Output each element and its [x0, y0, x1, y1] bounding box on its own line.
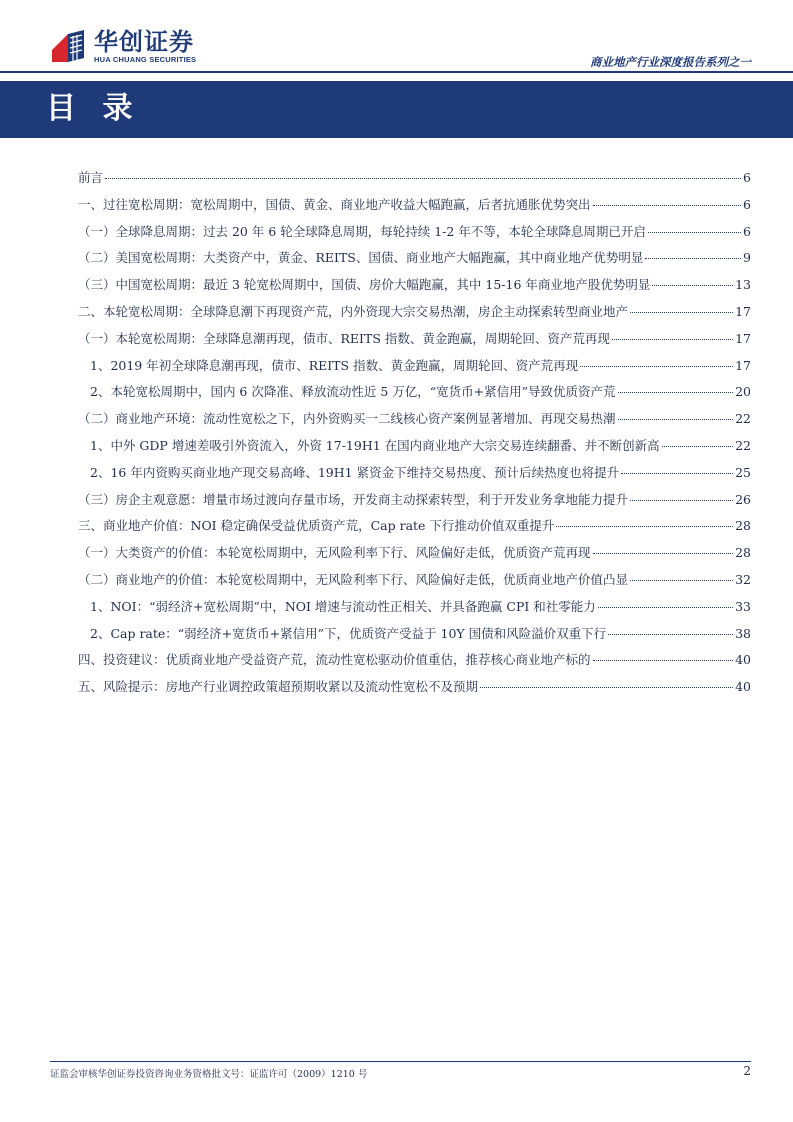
toc-entry-label: 1、中外 GDP 增速差吸引外资流入，外资 17-19H1 在国内商业地产大宗交易连续翻番、并不断创新高: [90, 437, 660, 453]
toc-entry-page: 6: [743, 223, 751, 239]
company-logo: [50, 28, 196, 64]
toc-entry-label: （二）商业地产环境：流动性宽松之下，内外资购买一二线核心资产案例显著增加、再现交易热潮: [78, 411, 616, 427]
toc-entry-page: 32: [735, 571, 751, 587]
toc-entry[interactable]: [78, 168, 751, 195]
toc-entry-label: （三）房企主观意愿：增量市场过渡向存量市场，开发商主动探索转型，利于开发业务拿地能力提升: [78, 491, 629, 507]
toc-entry[interactable]: [78, 302, 751, 329]
toc-entry-label: 2、Cap rate：“弱经济+宽货币+紧信用”下，优质资产受益于 10Y 国债和风险溢价双重下行: [90, 625, 607, 641]
toc-entry-page: 6: [743, 170, 751, 185]
toc-leader-dots: [630, 580, 733, 581]
toc-entry[interactable]: [78, 222, 751, 249]
toc-leader-dots: [618, 392, 734, 393]
toc-leader-dots: [593, 660, 734, 661]
toc-entry-label: 四、投资建议：优质商业地产受益资产荒，流动性宽松驱动价值重估，推荐核心商业地产标的: [78, 652, 591, 668]
toc-entry-page: 22: [735, 411, 751, 427]
toc-entry-page: 22: [735, 437, 751, 453]
toc-entry-page: 13: [735, 277, 751, 293]
toc-entry-label: （二）美国宽松周期：大类资产中，黄金、REITS、国债、商业地产大幅跑赢，其中商业地产优势明显: [78, 250, 644, 266]
toc-leader-dots: [662, 446, 733, 447]
header-divider: [0, 71, 793, 73]
toc-entry[interactable]: [78, 650, 751, 677]
page-title: 目 录: [46, 91, 141, 126]
toc-entry-page: 17: [735, 357, 751, 373]
toc-entry-label: 2、本轮宽松周期中，国内 6 次降准、释放流动性近 5 万亿，“宽货币+紧信用”导致优质资产荒: [90, 384, 616, 400]
toc-entry-label: 1、NOI：“弱经济+宽松周期”中，NOI 增速与流动性正相关、并具备跑赢 CPI 和社零能力: [90, 598, 596, 614]
toc-leader-dots: [648, 232, 741, 233]
footer-divider: [50, 1061, 751, 1062]
toc-leader-dots: [480, 687, 733, 688]
toc-entry[interactable]: [78, 463, 751, 490]
toc-entry-label: 1、2019 年初全球降息潮再现，债市、REITS 指数、黄金跑赢，周期轮回、资产荒再现: [90, 357, 579, 373]
toc-leader-dots: [630, 500, 733, 501]
toc-entry[interactable]: [78, 195, 751, 222]
toc-entry-page: 28: [735, 545, 751, 561]
toc-entry-label: 2、16 年内资购买商业地产现交易高峰、19H1 紧资金下维持交易热度、预计后续热度也将提升: [90, 464, 620, 480]
toc-entry-label: 三、商业地产价值：NOI 稳定确保受益优质资产荒，Cap rate 下行推动价值双重提升: [78, 518, 555, 534]
toc-entry-page: 26: [735, 491, 751, 507]
toc-entry[interactable]: [78, 570, 751, 597]
toc-leader-dots: [608, 634, 733, 635]
brand-name-cn: 华创证券: [94, 27, 194, 56]
toc-entry[interactable]: [78, 275, 751, 302]
toc-leader-dots: [612, 339, 733, 340]
toc-entry[interactable]: [78, 329, 751, 356]
toc-entry[interactable]: [78, 382, 751, 409]
toc-entry-label: （二）商业地产的价值：本轮宽松周期中，无风险利率下行、风险偏好走低，优质商业地产价值凸显: [78, 571, 629, 587]
toc-entry-page: 17: [735, 303, 751, 319]
page-number: 2: [743, 1064, 751, 1078]
toc-entry-page: 17: [735, 330, 751, 346]
brand-name-en: HUA CHUANG SECURITIES: [94, 54, 197, 64]
toc-entry-page: 20: [735, 384, 751, 400]
toc-entry-label: 一、过往宽松周期：宽松周期中，国债、黄金、商业地产收益大幅跑赢，后者抗通胀优势突出: [78, 196, 591, 212]
toc-entry-label: （一）本轮宽松周期：全球降息潮再现，债市、REITS 指数、黄金跑赢，周期轮回、资产荒再现: [78, 330, 610, 346]
toc-entry[interactable]: [78, 624, 751, 651]
toc-entry-page: 40: [735, 679, 751, 695]
toc-leader-dots: [105, 178, 741, 179]
toc-leader-dots: [652, 285, 733, 286]
toc-entry-label: （三）中国宽松周期：最近 3 轮宽松周期中，国债、房价大幅跑赢，其中 15-16 年商业地产股优势明显: [78, 277, 651, 293]
toc-leader-dots: [621, 473, 733, 474]
toc-entry-label: （一）全球降息周期：过去 20 年 6 轮全球降息周期，每轮持续 1-2 年不等，本轮全球降息周期已开启: [78, 223, 646, 239]
toc-leader-dots: [593, 553, 734, 554]
toc-entry[interactable]: [78, 436, 751, 463]
title-banner: [0, 81, 793, 138]
toc-leader-dots: [630, 312, 733, 313]
toc-entry-label: 二、本轮宽松周期：全球降息潮下再现资产荒，内外资现大宗交易热潮，房企主动探索转型商业地产: [78, 303, 629, 319]
toc-entry[interactable]: [78, 356, 751, 383]
license-statement: 证监会审核华创证券投资咨询业务资格批文号：证监许可（2009）1210 号: [50, 1069, 368, 1080]
toc-leader-dots: [580, 366, 733, 367]
toc-entry-page: 38: [735, 625, 751, 641]
huachuang-logo-icon: [50, 28, 86, 64]
report-series-title: 商业地产行业深度报告系列之一: [590, 55, 751, 69]
toc-entry[interactable]: [78, 677, 751, 704]
toc-entry[interactable]: [78, 516, 751, 543]
toc-leader-dots: [645, 258, 741, 259]
toc-entry-page: 33: [735, 598, 751, 614]
toc-entry-page: 25: [735, 464, 751, 480]
toc-entry-page: 40: [735, 652, 751, 668]
toc-leader-dots: [598, 607, 733, 608]
toc-entry-page: 6: [743, 196, 751, 212]
toc-leader-dots: [618, 419, 734, 420]
toc-entry[interactable]: [78, 409, 751, 436]
toc-entry-label: 前言: [78, 170, 104, 185]
toc-entry[interactable]: [78, 543, 751, 570]
toc-entry[interactable]: [78, 490, 751, 517]
table-of-contents: [78, 168, 751, 704]
toc-entry[interactable]: [78, 597, 751, 624]
toc-leader-dots: [556, 526, 733, 527]
toc-entry-page: 28: [735, 518, 751, 534]
toc-entry-label: 五、风险提示：房地产行业调控政策超预期收紧以及流动性宽松不及预期: [78, 679, 479, 695]
toc-entry[interactable]: [78, 248, 751, 275]
toc-entry-label: （一）大类资产的价值：本轮宽松周期中，无风险利率下行、风险偏好走低，优质资产荒再现: [78, 545, 591, 561]
toc-leader-dots: [593, 205, 742, 206]
toc-entry-page: 9: [743, 250, 751, 266]
